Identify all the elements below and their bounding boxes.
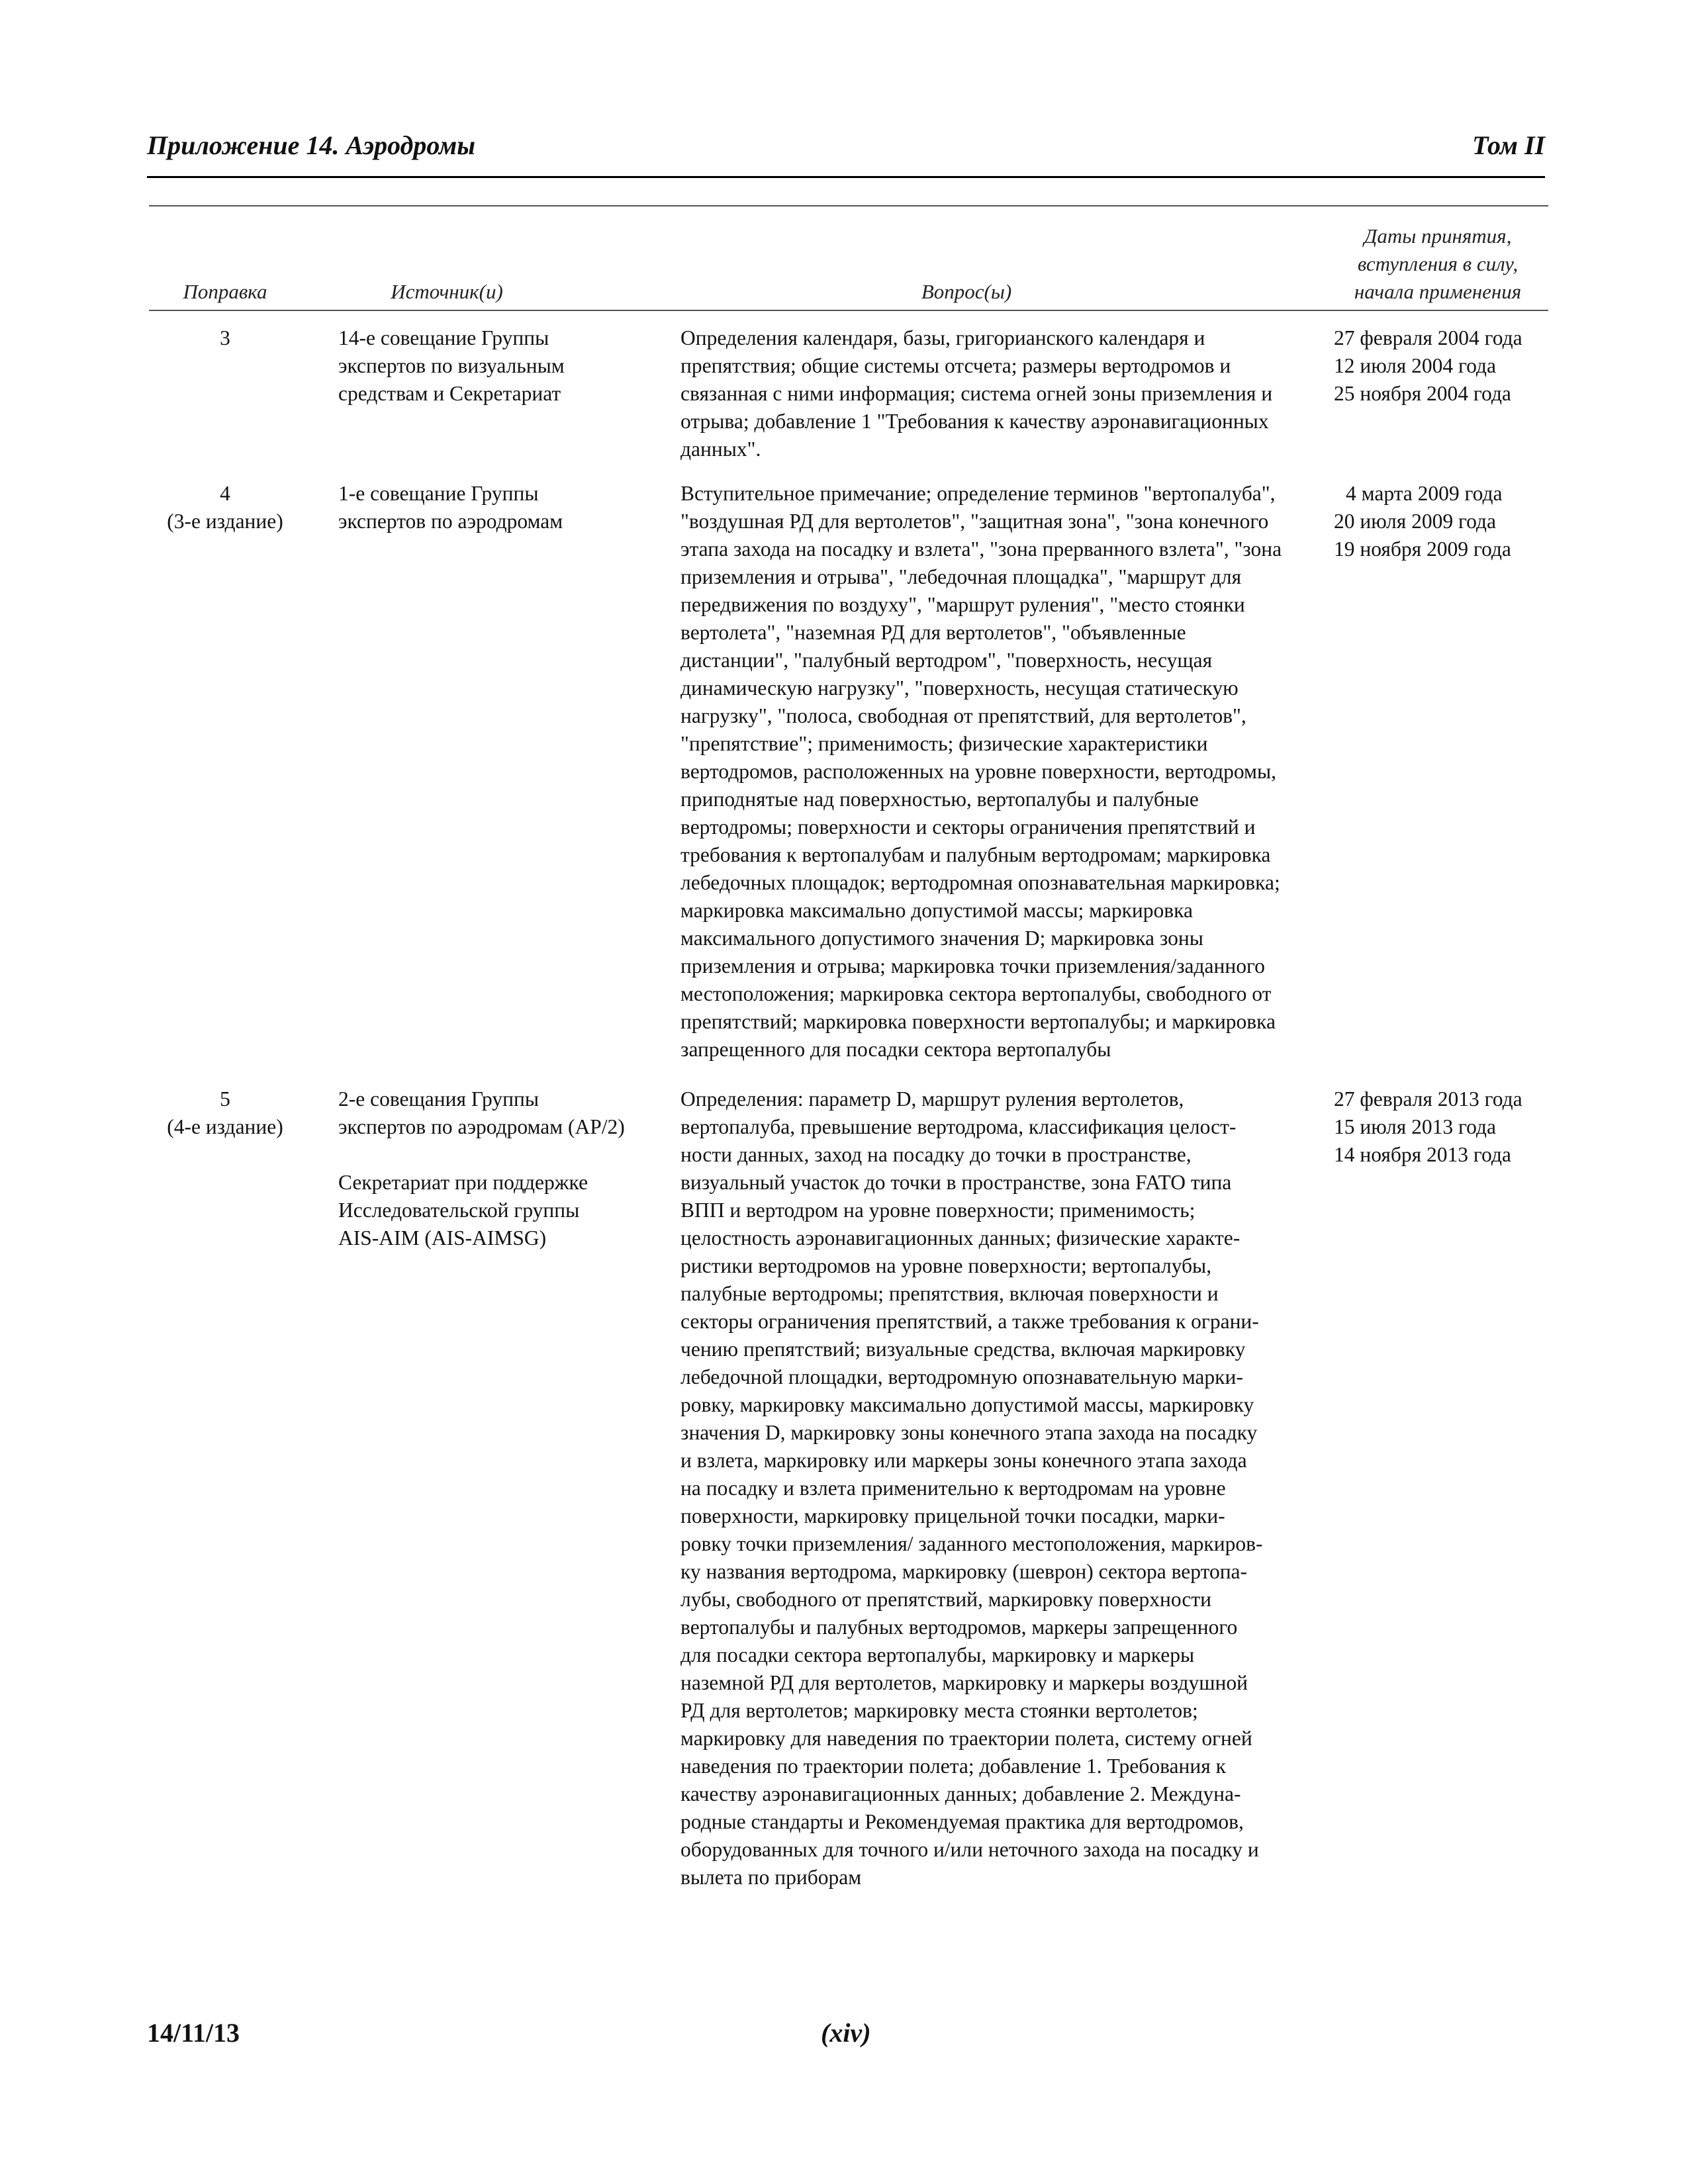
issue-line: ровку, маркировку максимально допустимой массы, маркировку [680,1393,1254,1416]
issue-line: данных". [680,437,761,461]
source-cell [338,1085,669,1252]
amendments-table [149,205,1548,1889]
source-line: экспертов по визуальным [338,354,565,377]
source-block [338,1085,669,1141]
issue-line: оборудованных для точного и/или неточного захода на посадку и [680,1838,1259,1861]
issue-line: местоположения; маркировка сектора вертопалубы, свободного от [680,982,1272,1005]
source-cell [338,480,669,535]
amendment-cell [149,324,301,352]
issue-line: препятствия; общие системы отсчета; размеры вертодромов и [680,354,1231,377]
issue-line: лебедочной площадки, вертодромную опознавательную марки- [680,1365,1243,1388]
issue-line: "воздушная РД для вертолетов", "защитная зона", "зона конечного [680,510,1269,533]
source-line: экспертов по аэродромам (АР/2) [338,1115,625,1138]
issue-line: РД для вертолетов; маркировку места стоянки вертолетов; [680,1699,1198,1722]
issue-line: вылета по приборам [680,1866,862,1889]
date-line: 20 июля 2009 года [1334,510,1496,533]
column-header-dates-line: Даты принятия, [1364,224,1512,248]
issue-line: связанная с ними информация; система огней зоны приземления и [680,382,1273,405]
issue-line: маркировка максимально допустимой массы; маркировка [680,899,1193,922]
issue-line: максимального допустимого значения D; маркировка зоны [680,927,1203,950]
issue-line: ристики вертодромов на уровне поверхности; вертопалубы, [680,1254,1212,1277]
issue-line: приземления и отрыва; маркировка точки приземления/заданного [680,954,1265,978]
issue-line: секторы ограничения препятствий, а также требования к ограни- [680,1310,1259,1333]
issue-line: запрещенного для посадки сектора вертопалубы [680,1038,1111,1061]
dates-cell [1334,480,1552,563]
issue-line: чению препятствий; визуальные средства, включая маркировку [680,1338,1246,1361]
issue-line: на посадку и взлета применительно к вертодромам на уровне [680,1477,1226,1500]
column-header-dates-line: вступления в силу, [1357,252,1519,275]
column-header-amendment: Поправка [183,280,267,303]
table-header [149,205,1548,311]
issue-line: этапа захода на посадку и взлета", "зона прерванного взлета", "зона [680,537,1282,561]
amendment-number: 4 [220,482,230,505]
issue-line: Определения календаря, базы, григорианского календаря и [680,326,1205,349]
issue-line: палубные вертодромы; препятствия, включая поверхности и [680,1282,1219,1305]
issue-line: целостность аэронавигационных данных; физические характе- [680,1226,1241,1250]
amendment-edition: (4-е издание) [167,1115,283,1138]
date-line: 14 ноября 2013 года [1334,1143,1511,1166]
source-line: средствам и Секретариат [338,382,561,405]
issue-line: нагрузку", "полоса, свободная от препятствий, для вертолетов", [680,704,1246,727]
amendment-cell [149,480,301,535]
issue-line: препятствий; маркировка поверхности вертопалубы; и маркировка [680,1010,1276,1033]
source-line: экспертов по аэродромам [338,510,563,533]
column-header-issue: Вопрос(ы) [921,280,1012,303]
issue-line: наземной РД для вертолетов, маркировку и маркеры воздушной [680,1671,1248,1694]
issue-line: визуальный участок до точки в пространстве, зона FATO типа [680,1171,1232,1194]
issue-line: вертолета", "наземная РД для вертолетов", "объявленные [680,621,1186,644]
issue-line: динамическую нагрузку", "поверхность, несущая статическую [680,676,1239,700]
issue-line: вертодромы; поверхности и секторы ограничения препятствий и [680,815,1256,839]
issue-line: "препятствие"; применимость; физические характеристики [680,732,1208,755]
issue-line: вертопалуба, превышение вертодрома, классификация целост- [680,1115,1237,1138]
issue-line: Определения: параметр D, маршрут руления вертолетов, [680,1087,1184,1111]
issue-cell [680,480,1342,1064]
dates-cell [1334,1085,1552,1169]
source-line: 1-е совещание Группы [338,482,539,505]
source-line: Секретариат при поддержке [338,1171,588,1194]
issue-line: вертодромов, расположенных на уровне поверхности, вертодромы, [680,760,1277,783]
issue-line: ровку точки приземления/ заданного местоположения, маркиров- [680,1532,1263,1555]
source-line: 2-е совещания Группы [338,1087,539,1111]
issue-line: отрыва; добавление 1 "Требования к качеству аэронавигационных [680,410,1269,433]
issue-line: для посадки сектора вертопалубы, маркировку и маркеры [680,1643,1195,1666]
issue-cell [680,324,1342,463]
amendment-number: 5 [220,1087,230,1111]
issue-line: приземления и отрыва", "лебедочная площадка", "маршрут для [680,565,1242,588]
issue-line: ВПП и вертодром на уровне поверхности; применимость; [680,1199,1196,1222]
issue-line: и взлета, маркировку или маркеры зоны конечного этапа захода [680,1449,1247,1472]
issue-line: лебедочных площадок; вертодромная опознавательная маркировка; [680,871,1280,894]
issue-line: родные стандарты и Рекомендуемая практика для вертодромов, [680,1810,1244,1833]
issue-line: поверхности, маркировку прицельной точки посадки, марки- [680,1504,1225,1527]
source-block [338,324,669,408]
date-line: 12 июля 2004 года [1334,354,1496,377]
issue-line: значения D, маркировку зоны конечного этапа захода на посадку [680,1421,1258,1444]
source-cell [338,324,669,408]
column-header-dates-line: начала применения [1354,280,1522,303]
date-line: 19 ноября 2009 года [1334,537,1511,561]
date-line: 25 ноября 2004 года [1334,382,1511,405]
issue-line: Вступительное примечание; определение терминов "вертопалуба", [680,482,1276,505]
issue-line: дистанции", "палубный вертодром", "поверхность, несущая [680,649,1213,672]
column-header-source: Источник(и) [391,280,503,303]
issue-line: приподнятые над поверхностью, вертопалубы и палубные [680,788,1199,811]
footer-date: 14/11/13 [147,2018,240,2048]
issue-line: ку названия вертодрома, маркировку (шеврон) сектора вертопа- [680,1560,1248,1583]
issue-line: маркировку для наведения по траектории полета, систему огней [680,1727,1252,1750]
volume-label: Том II [1472,130,1545,160]
date-line: 15 июля 2013 года [1334,1115,1496,1138]
date-line: 4 марта 2009 года [1346,482,1503,505]
issue-line: наведения по траектории полета; добавление 1. Требования к [680,1754,1226,1778]
page-header [147,130,1545,178]
amendment-number: 3 [220,326,230,349]
source-line: Исследовательской группы [338,1199,580,1222]
date-line: 27 февраля 2004 года [1334,326,1523,349]
source-block [338,1169,669,1252]
issue-line: лубы, свободного от препятствий, маркировку поверхности [680,1588,1212,1611]
issue-line: ности данных, заход на посадку до точки в пространстве, [680,1143,1192,1166]
source-line: 14-е совещание Группы [338,326,549,349]
source-block [338,480,669,535]
issue-line: требования к вертопалубам и палубным вертодромам; маркировка [680,843,1271,866]
page-number: (xiv) [821,2018,871,2048]
issue-line: качеству аэронавигационных данных; добавление 2. Междуна- [680,1782,1241,1805]
issue-line: вертопалубы и палубных вертодромов, маркеры запрещенного [680,1615,1238,1639]
issue-line: передвижения по воздуху", "маршрут руления", "место стоянки [680,593,1245,616]
source-line: AIS-AIM (AIS-AIMSG) [338,1226,547,1250]
date-line: 27 февраля 2013 года [1334,1087,1523,1111]
dates-cell [1334,324,1552,408]
column-header-dates [1327,222,1548,306]
amendment-edition: (3-е издание) [167,510,283,533]
document-title: Приложение 14. Аэродромы [147,130,476,160]
amendment-cell [149,1085,301,1141]
issue-cell [680,1085,1342,1891]
